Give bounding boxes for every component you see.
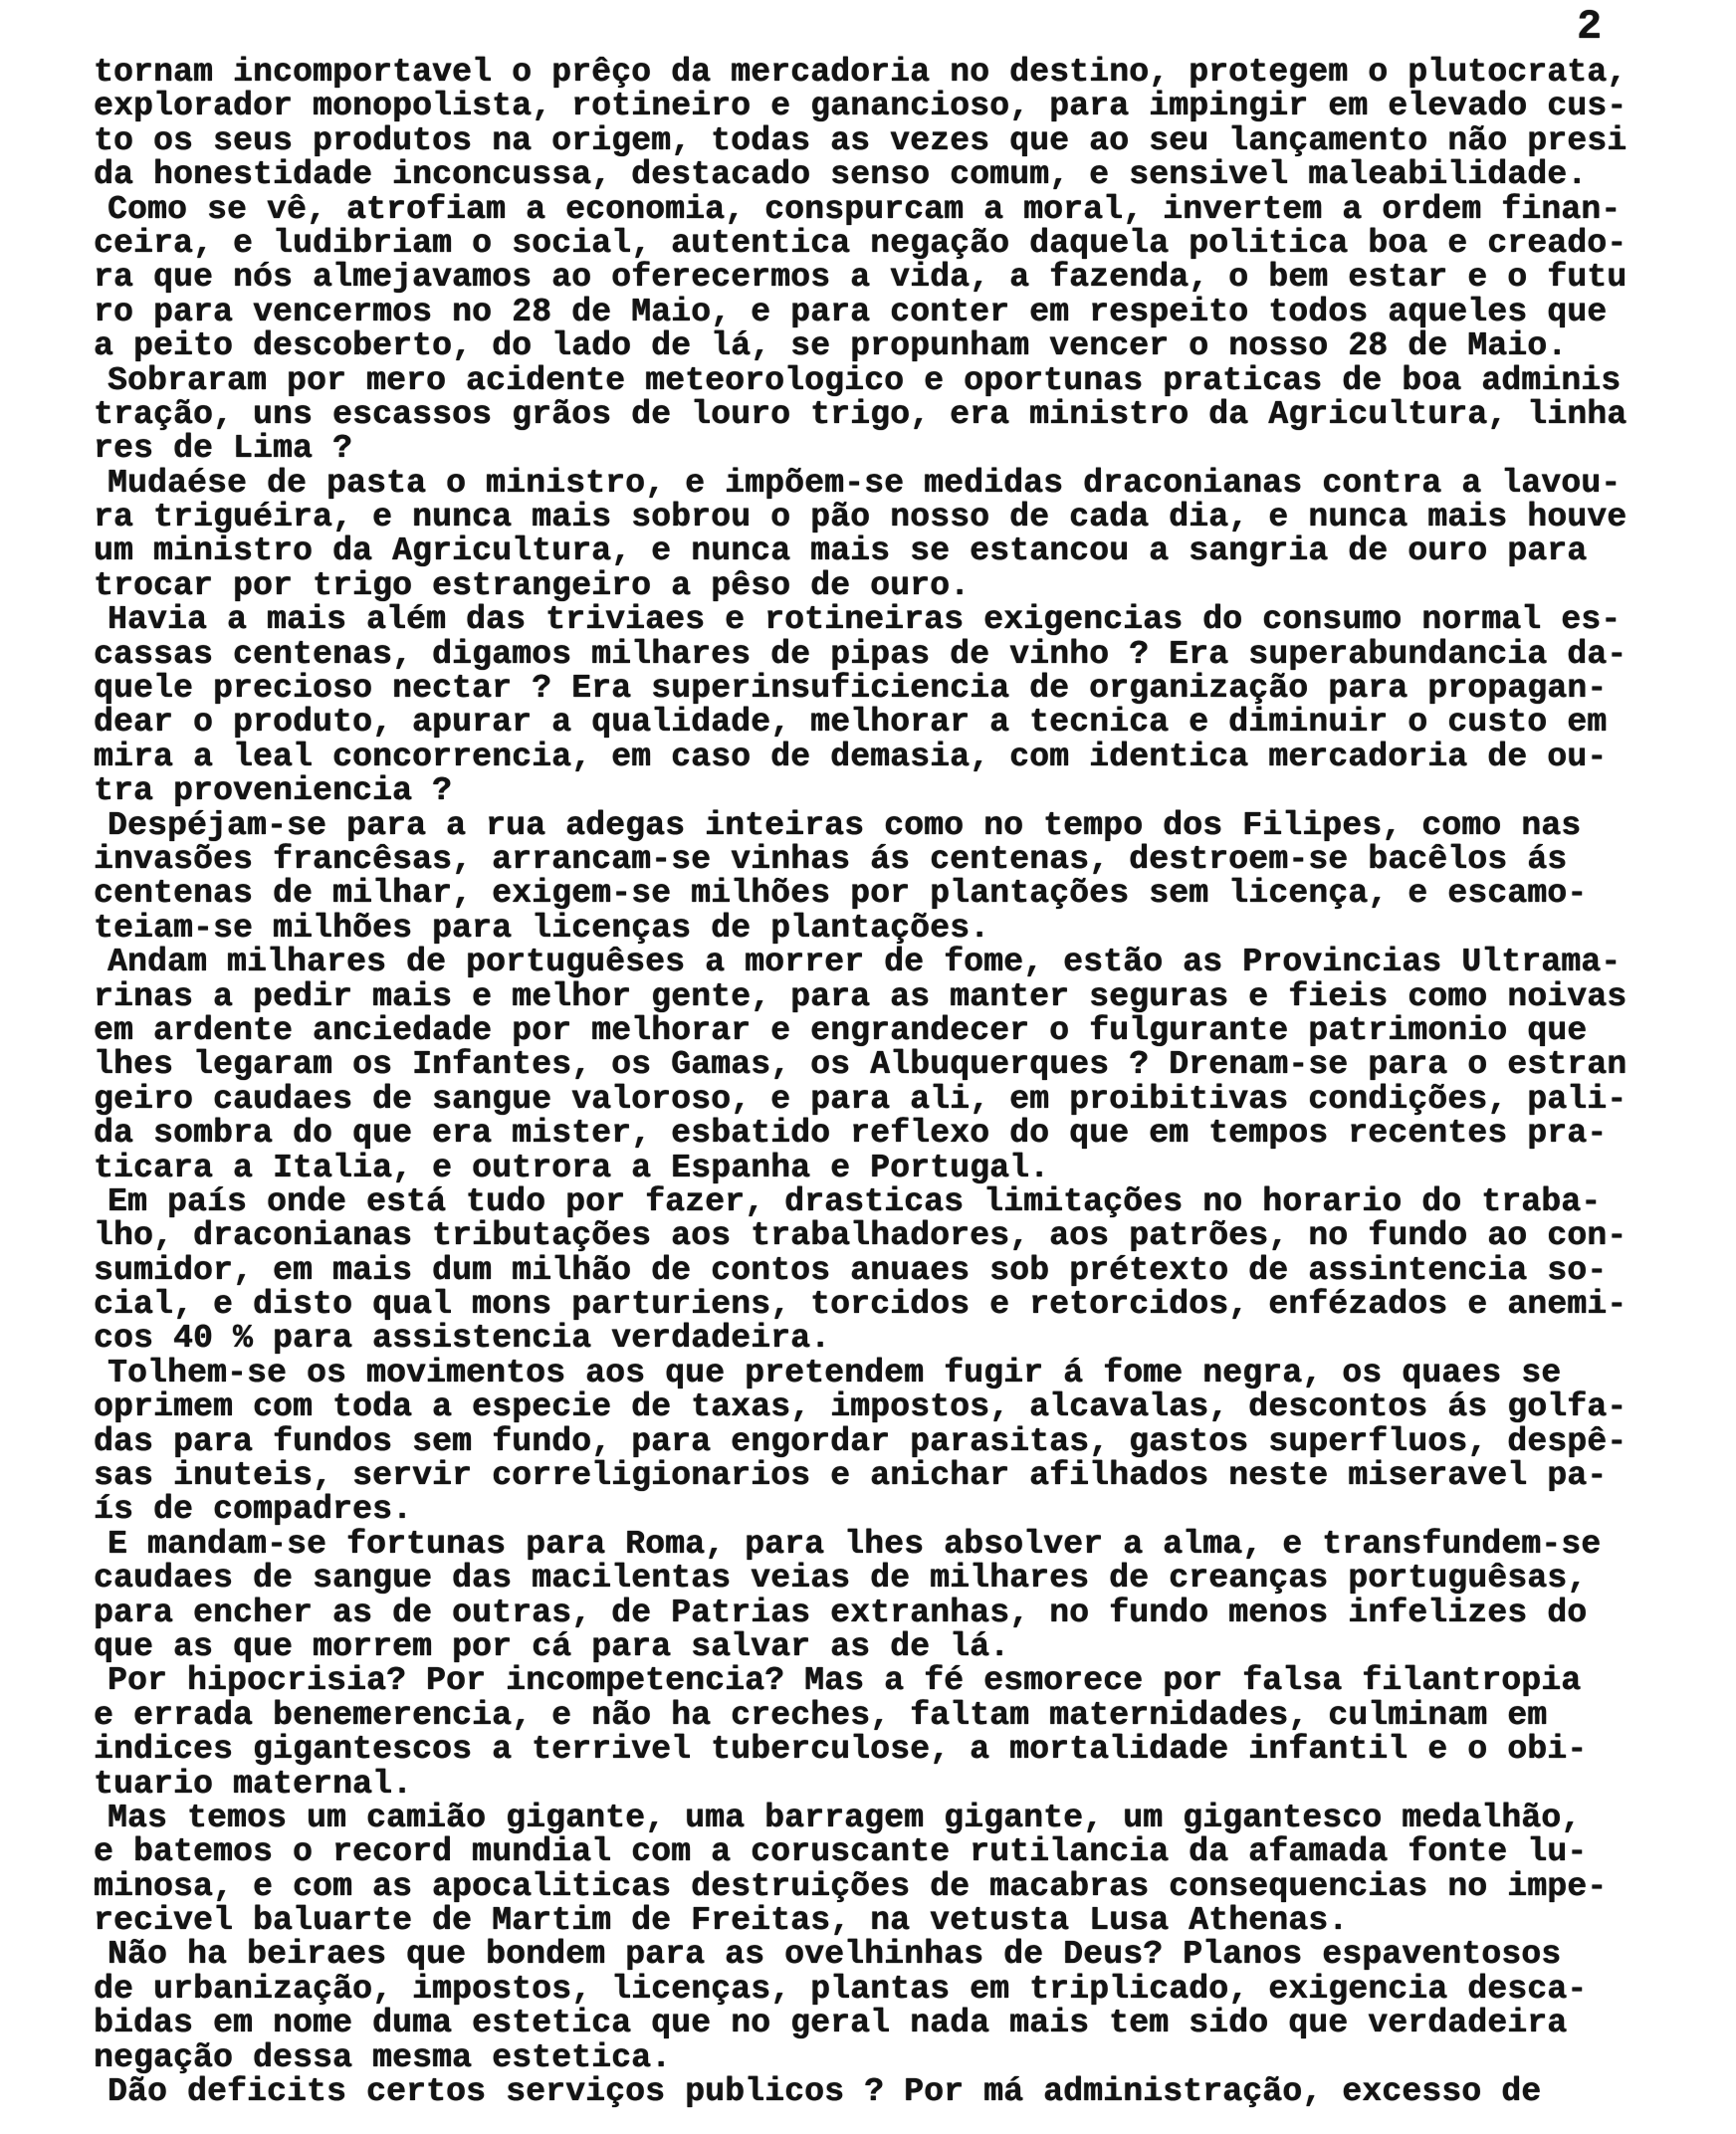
- text-line: indices gigantescos a terrivel tuberculose, a mortalidade infantil e o obi-: [94, 1731, 1588, 1769]
- text-line: to os seus produtos na origem, todas as vezes que ao seu lançamento não presi: [94, 121, 1628, 159]
- text-line: negação dessa mesma estetica.: [94, 2038, 672, 2076]
- text-line: um ministro da Agricultura, e nunca mais se estancou a sangria de ouro para: [94, 533, 1588, 570]
- text-line: Mudaése de pasta o ministro, e impõem-se medidas draconianas contra a lavou-: [108, 464, 1622, 502]
- paragraph: [94, 1664, 1706, 1802]
- paragraph: [94, 1938, 1706, 2075]
- paragraph: [94, 190, 1706, 365]
- text-line: lho, draconianas tributações aos trabalhadores, aos patrões, no fundo ao con-: [94, 1217, 1628, 1255]
- text-line: teiam-se milhões para licenças de plantações.: [94, 909, 990, 947]
- text-line: Dão deficits certos serviços publicos ? Por má administração, excesso de: [108, 2073, 1542, 2111]
- text-line: que as que morrem por cá para salvar as de lá.: [94, 1627, 1010, 1665]
- text-line: Sobraram por mero acidente meteorologico e oportunas praticas de boa adminis: [108, 361, 1622, 399]
- text-line: Em país onde está tudo por fazer, drasticas limitações no horario do traba-: [108, 1182, 1602, 1220]
- text-line: recivel baluarte de Martim de Freitas, na vetusta Lusa Athenas.: [94, 1902, 1349, 1940]
- text-line: ticara a Italia, e outrora a Espanha e Portugal.: [94, 1149, 1050, 1186]
- page-number: 2: [1577, 3, 1603, 51]
- text-line: rinas a pedir mais e melhor gente, para as manter seguras e fieis como noivas: [94, 977, 1628, 1015]
- text-line: Andam milhares de portuguêses a morrer de fome, estão as Provincias Ultrama-: [108, 944, 1622, 981]
- text-line: tornam incomportavel o prêço da mercadoria no destino, protegem o plutocrata,: [94, 54, 1628, 91]
- text-line: e batemos o record mundial com a coruscante rutilancia da afamada fonte lu-: [94, 1833, 1588, 1871]
- text-line: tuario maternal.: [94, 1765, 413, 1803]
- text-line: bidas em nome duma estetica que no geral nada mais tem sido que verdadeira: [94, 2005, 1568, 2042]
- text-line: da sombra do que era mister, esbatido reflexo do que em tempos recentes pra-: [94, 1115, 1608, 1153]
- text-line: Não ha beiraes que bondem para as ovelhinhas de Deus? Planos espaventosos: [108, 1936, 1562, 1974]
- paragraph: [94, 603, 1706, 808]
- text-line: sas inuteis, servir correligionarios e anichar afilhados neste miseravel pa-: [94, 1457, 1608, 1495]
- text-line: de urbanização, impostos, licenças, plantas em triplicado, exigencia desca-: [94, 1970, 1588, 2008]
- paragraph: [94, 806, 1706, 947]
- text-line: para encher as de outras, de Patrias extranhas, no fundo menos infelizes do: [94, 1594, 1588, 1631]
- text-line: Havia a mais além das triviaes e rotineiras exigencias do consumo normal es-: [108, 601, 1622, 639]
- text-line: tração, uns escassos grãos de louro trigo, era ministro da Agricultura, linha: [94, 395, 1628, 433]
- paragraph: [94, 361, 1706, 468]
- text-line: trocar por trigo estrangeiro a pêso de ouro.: [94, 566, 971, 604]
- text-line: Como se vê, atrofiam a economia, conspurcam a moral, invertem a ordem finan-: [108, 190, 1622, 228]
- text-line: ís de compadres.: [94, 1491, 413, 1529]
- paragraph: [94, 946, 1706, 1185]
- text-line: caudaes de sangue das macilentas veias de milhares de creanças portuguêsas,: [94, 1560, 1588, 1598]
- typewritten-page-body: [94, 56, 1706, 2109]
- paragraph: [94, 1182, 1706, 1358]
- paragraph: [94, 464, 1706, 604]
- text-line: res de Lima ?: [94, 430, 353, 468]
- text-line: oprimem com toda a especie de taxas, impostos, alcavalas, descontos ás golfa-: [94, 1388, 1628, 1426]
- text-line: Por hipocrisia? Por incompetencia? Mas a fé esmorece por falsa filantropia: [108, 1662, 1582, 1700]
- text-line: Tolhem-se os movimentos aos que pretendem fugir á fome negra, os quaes se: [108, 1354, 1562, 1391]
- text-line: das para fundos sem fundo, para engordar parasitas, gastos superfluos, despê-: [94, 1422, 1628, 1460]
- text-line: ra que nós almejavamos ao oferecermos a vida, a fazenda, o bem estar e o futu: [94, 259, 1628, 297]
- text-line: Despéjam-se para a rua adegas inteiras como no tempo dos Filipes, como nas: [108, 806, 1582, 844]
- text-line: tra proveniencia ?: [94, 772, 453, 810]
- text-line: minosa, e com as apocaliticas destruições de macabras consequencias no impe-: [94, 1867, 1608, 1905]
- text-line: mira a leal concorrencia, em caso de demasia, com identica mercadoria de ou-: [94, 738, 1608, 775]
- text-line: e errada benemerencia, e não ha creches, faltam maternidades, culminam em: [94, 1696, 1548, 1734]
- text-line: a peito descoberto, do lado de lá, se propunham vencer o nosso 28 de Maio.: [94, 327, 1568, 365]
- text-line: geiro caudaes de sangue valoroso, e para ali, em proibitivas condições, pali-: [94, 1080, 1628, 1118]
- text-line: centenas de milhar, exigem-se milhões por plantações sem licença, e escamo-: [94, 875, 1588, 913]
- text-line: em ardente anciedade por melhorar e engrandecer o fulgurante patrimonio que: [94, 1011, 1588, 1049]
- text-line: lhes legaram os Infantes, os Gamas, os Albuquerques ? Drenam-se para o estran: [94, 1046, 1628, 1084]
- text-line: invasões francêsas, arrancam-se vinhas ás centenas, destroem-se bacêlos ás: [94, 840, 1568, 878]
- text-line: cassas centenas, digamos milhares de pipas de vinho ? Era superabundancia da-: [94, 635, 1628, 673]
- paragraph: [94, 1525, 1706, 1665]
- text-line: ro para vencermos no 28 de Maio, e para conter em respeito todos aqueles que: [94, 293, 1608, 330]
- text-line: ceira, e ludibriam o social, autentica negação daquela politica boa e creado-: [94, 224, 1628, 262]
- text-line: quele precioso nectar ? Era superinsuficiencia de organização para propagan-: [94, 670, 1608, 708]
- text-line: cos 40 % para assistencia verdadeira.: [94, 1320, 831, 1358]
- text-line: Mas temos um camião gigante, uma barragem gigante, um gigantesco medalhão,: [108, 1799, 1582, 1836]
- text-line: dear o produto, apurar a qualidade, melhorar a tecnica e diminuir o custo em: [94, 704, 1608, 742]
- text-line: ra triguéira, e nunca mais sobrou o pão nosso de cada dia, e nunca mais houve: [94, 499, 1628, 536]
- paragraph: [94, 1799, 1706, 1940]
- text-line: explorador monopolista, rotineiro e ganancioso, para impingir em elevado cus-: [94, 88, 1628, 125]
- paragraph: [94, 1354, 1706, 1529]
- text-line: E mandam-se fortunas para Roma, para lhes absolver a alma, e transfundem-se: [108, 1525, 1602, 1563]
- text-line: cial, e disto qual mons parturiens, torcidos e retorcidos, enfézados e anemi-: [94, 1286, 1628, 1324]
- paragraph-continues-next-page: [94, 2075, 1706, 2109]
- text-line: da honestidade inconcussa, destacado senso comum, e sensivel maleabilidade.: [94, 156, 1588, 194]
- text-line: sumidor, em mais dum milhão de contos anuaes sob prétexto de assintencia so-: [94, 1251, 1608, 1289]
- paragraph-continued: [94, 56, 1706, 193]
